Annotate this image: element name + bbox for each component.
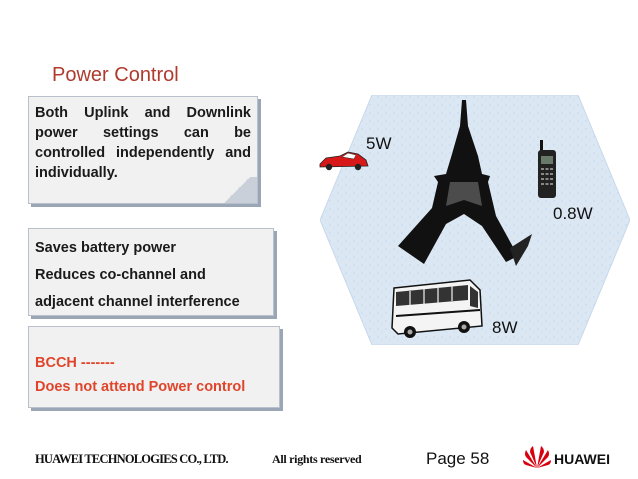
bcch-line-1: BCCH -------	[35, 355, 115, 371]
settings-text: Both Uplink and Downlink power settings can be controlled independently and individually.	[35, 105, 251, 181]
phone-power-label: 0.8W	[553, 204, 593, 223]
slide-title: Power Control	[52, 64, 179, 86]
bcch-line-2: Does not attend Power control	[35, 379, 246, 395]
tower-icon	[390, 96, 540, 276]
footer-rights: All rights reserved	[272, 452, 362, 466]
car-icon	[318, 150, 370, 172]
huawei-logo-icon	[522, 444, 552, 470]
page-curl-shape	[217, 177, 257, 203]
huawei-logo-text: HUAWEI	[554, 451, 610, 467]
page-number: Page 58	[426, 449, 490, 468]
footer-company-name: HUAWEI TECHNOLOGIES CO., LTD.	[35, 452, 228, 466]
benefit-line-1: Saves battery power	[35, 240, 177, 256]
info-box-benefits	[28, 228, 274, 316]
benefit-line-2: Reduces co-channel and	[35, 267, 206, 283]
info-box-bcch	[28, 326, 280, 408]
mobile-phone-icon	[536, 140, 558, 200]
info-box-settings	[28, 96, 258, 204]
bus-power-label: 8W	[492, 318, 518, 337]
bus-icon	[388, 278, 486, 342]
tower-power-label: 5W	[366, 134, 392, 153]
benefit-line-3: adjacent channel interference	[35, 294, 240, 310]
